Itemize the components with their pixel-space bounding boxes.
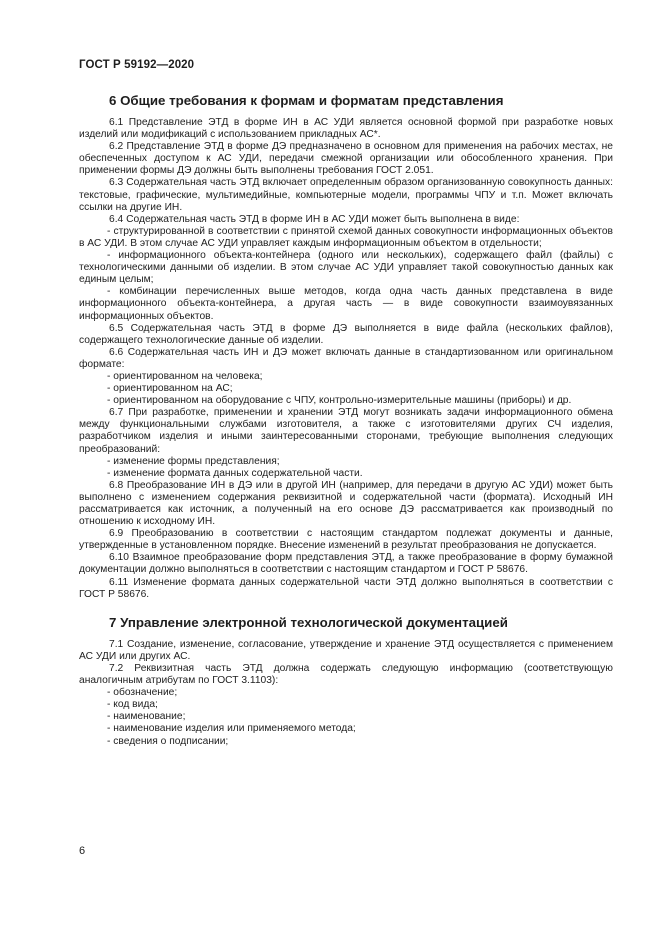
paragraph-6-3: 6.3 Содержательная часть ЭТД включает определенным образом организованную совокупность данных: текстовые, графические, мультимедийные, компьютерные модели, программы ЧПУ и т.п. Может включать ссылки на другие ИН.: [79, 177, 613, 213]
paragraph-6-4: 6.4 Содержательная часть ЭТД в форме ИН в АС УДИ может быть выполнена в виде:: [109, 213, 520, 225]
paragraph-6-6: 6.6 Содержательная часть ИН и ДЭ может включать данные в стандартизованном или оригинальном формате:: [79, 346, 613, 370]
list-item: - ориентированном на человека;: [107, 370, 263, 382]
paragraph-6-1: 6.1 Представление ЭТД в форме ИН в АС УДИ является основной формой при разработке новых изделий или модификаций с использованием прикладных АС*.: [79, 117, 613, 141]
list-item: - изменение формата данных содержательной части.: [107, 467, 363, 479]
list-item: - обозначение;: [107, 687, 178, 699]
list-item: - информационного объекта-контейнера (одного или нескольких), содержащего файл (файлы) с технологическими данными об изделии. В этом случае АС УДИ управляет такой совокупностью данных как единым целым;: [79, 250, 613, 286]
paragraph-6-2: 6.2 Представление ЭТД в форме ДЭ предназначено в основном для применения на рабочих местах, не обеспеченных доступом к АС УДИ, передачи смежной организации или обособленного хранения. При применении формы ДЭ должны быть выполнены требования ГОСТ 2.051.: [79, 141, 613, 177]
paragraph-7-2: 7.2 Реквизитная часть ЭТД должна содержать следующую информацию (соответствующую аналогичным атрибутам по ГОСТ 3.1103):: [79, 662, 613, 687]
list-item: - код вида;: [107, 699, 158, 711]
list-item: - ориентированном на АС;: [107, 383, 233, 395]
document-body: [79, 92, 613, 748]
paragraph-6-10: 6.10 Взаимное преобразование форм представления ЭТД, а также преобразование в форму бумажной документации должно выполняться в соответствии с настоящим стандартом и ГОСТ Р 58676.: [79, 552, 613, 576]
list-item: - изменение формы представления;: [107, 455, 280, 467]
page-number: 6: [79, 845, 86, 857]
paragraph-6-5: 6.5 Содержательная часть ЭТД в форме ДЭ выполняется в виде файла (нескольких файлов), содержащего технологические данные об изделии.: [79, 322, 613, 346]
paragraph-6-11: 6.11 Изменение формата данных содержательной части ЭТД должно выполняться в соответствии с ГОСТ Р 58676.: [79, 576, 613, 600]
document-header: ГОСТ Р 59192—2020: [79, 59, 195, 71]
list-item: - структурированной в соответствии с принятой схемой данных совокупности информационных объектов в АС УДИ. В этом случае АС УДИ управляет каждым информационным объектом в отдельности;: [79, 225, 613, 249]
paragraph-6-8: 6.8 Преобразование ИН в ДЭ или в другой ИН (например, для передачи в другую АС УДИ) может быть выполнено с изменением содержания реквизитной и содержательной части (формата). Исходный ИН рассматривается как источник, а полученный на его основе ДЭ рассматривается как производный по отношению к исходному ИН.: [79, 479, 613, 528]
list-item: - наименование;: [107, 711, 186, 723]
list-item: - ориентированном на оборудование с ЧПУ, контрольно-измерительные машины (приборы) и др.: [107, 395, 572, 407]
list-item: - сведения о подписании;: [107, 735, 229, 747]
list-item: - комбинации перечисленных выше методов, когда одна часть данных представлена в виде информационного объекта-контейнера, а другая часть — в виде совокупности взаимоувязанных информационных объектов.: [79, 286, 613, 322]
paragraph-6-9: 6.9 Преобразованию в соответствии с настоящим стандартом подлежат документы и данные, утвержденные в установленном порядке. Внесение изменений в результат преобразования не допускается.: [79, 528, 613, 552]
section-6-heading: 6 Общие требования к формам и форматам представления: [109, 93, 504, 108]
list-item: - наименование изделия или применяемого метода;: [107, 723, 356, 735]
section-7-heading: 7 Управление электронной технологической документацией: [109, 614, 508, 630]
paragraph-6-7: 6.7 При разработке, применении и хранении ЭТД могут возникать задачи информационного обмена между функциональными службами изготовителя, а также с изготовителями других СЧ изделия, разработчиком изделия и иными заинтересованными сторонами, требующие выполнения следующих преобразований:: [79, 407, 613, 455]
paragraph-7-1: 7.1 Создание, изменение, согласование, утверждение и хранение ЭТД осуществляется с применением АС УДИ или других АС.: [79, 638, 613, 662]
